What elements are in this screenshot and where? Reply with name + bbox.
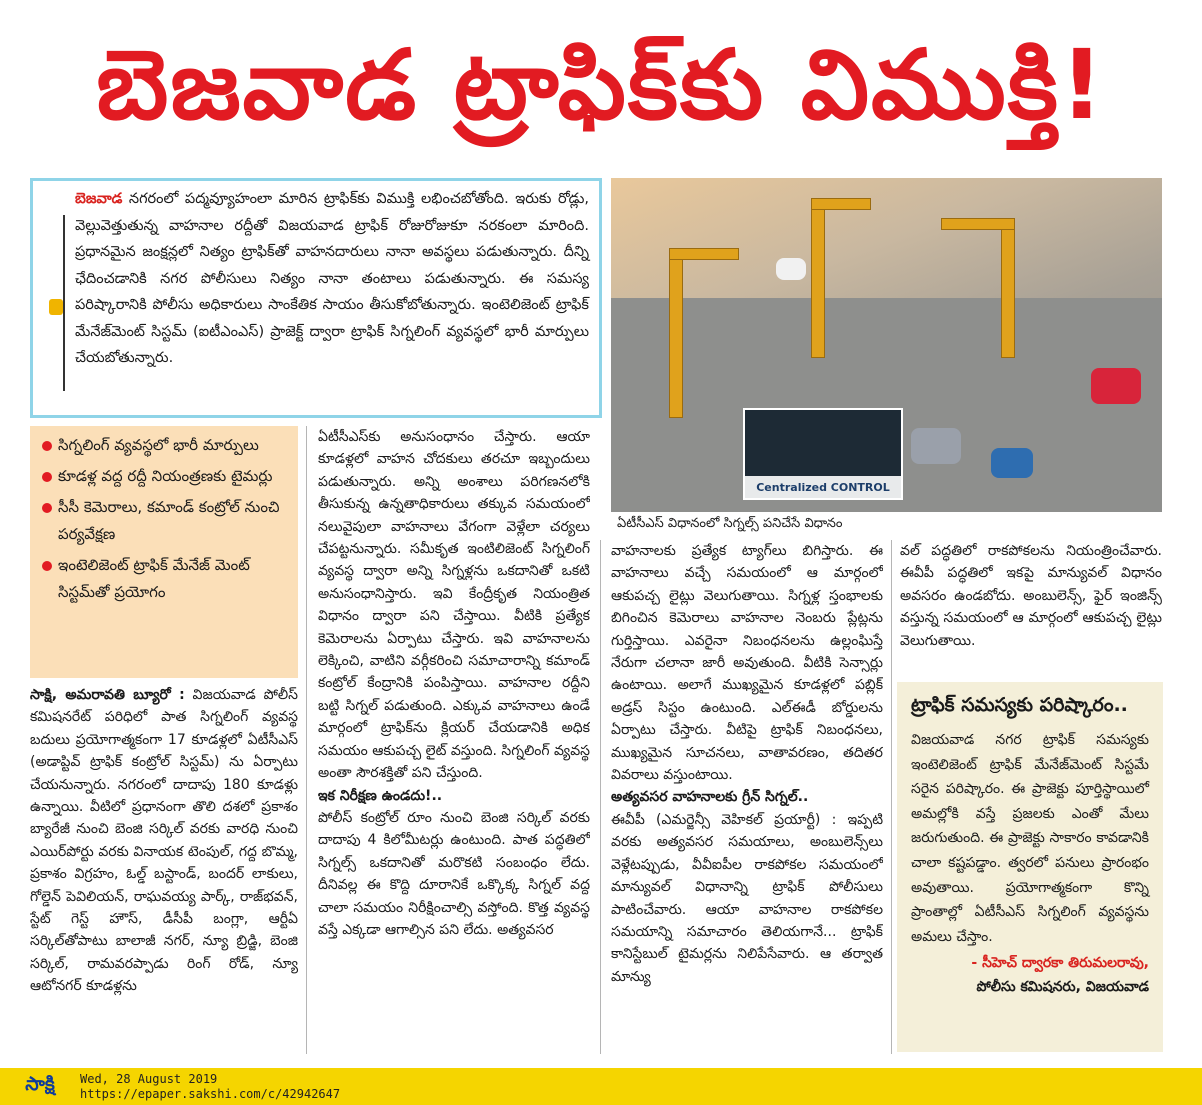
col3-p2: ఈవీపీ (ఎమర్జెన్సీ వెహికల్ ప్రయార్టీ) : ఇప్పటి వరకు అత్యవసర సమయాలు, అంబులెన్స్‌లు వెళ్లేటప్పుడు, వీవీఐపీల రాకపోకల సమయంలో మాన్యువల్ విధానాన్ని ట్రాఫిక్ పోలీసులు పాటించేవారు. ఆయా వాహనాల రాకపోకల సమయాన్ని సమాచారం తెలియగానే... ట్రాఫిక్ కానిస్టేబుల్ టైమర్లను నిలిపేసేవారు. ఆ తర్వాత మాన్యు — [611, 811, 883, 985]
car — [776, 258, 806, 280]
bullet-text: కూడళ్ల వద్ద రద్దీ నియంత్రణకు టైమర్లు — [58, 467, 273, 485]
quote-box-text: విజయవాడ నగర ట్రాఫిక్ సమస్యకు ఇంటెలిజెంట్ ట్రాఫిక్ మేనేజ్‌మెంట్ సిస్టమే సరైన పరిష్కారం. ఈ ప్రాజెక్టు పూర్తిస్థాయిలో అమల్లోకి వస్తే ప్రజలకు ఎంతో మేలు జరుగుతుంది. ఈ ప్రాజెక్టు సాకారం కావడానికి చాలా కష్టపడ్డాం. త్వరలో పనులు ప్రారంభం అవుతాయి. ప్రయోగాత్మకంగా కొన్ని ప్రాంతాల్లో ఏటీసీఎస్ సిగ్నలింగ్ వ్యవస్థను అమలు చేస్తాం. — [911, 732, 1149, 945]
control-room-inset — [743, 408, 903, 500]
footer-url[interactable]: https://epaper.sakshi.com/c/42942647 — [80, 1086, 341, 1101]
column-2 — [318, 426, 590, 1056]
photo-caption: ఏటీసీఎస్ విధానంలో సిగ్నల్స్ పనిచేసే విధానం — [617, 516, 843, 531]
signal-pole — [1001, 218, 1015, 358]
car — [1091, 368, 1141, 404]
bullet-dot-icon — [42, 472, 52, 482]
headline: బెజవాడ ట్రాఫిక్‌కు విముక్తి! — [96, 29, 1106, 141]
col3-subhead: అత్యవసర వాహనాలకు గ్రీన్ సిగ్నల్.. — [611, 789, 809, 806]
column-divider — [306, 426, 307, 1054]
column-3 — [611, 540, 883, 1056]
quote-name: - సీహెచ్ ద్వారకా తిరుమలరావు, — [971, 955, 1149, 972]
quote-box-title: ట్రాఫిక్ సమస్యకు పరిష్కారం.. — [911, 694, 1128, 716]
signal-arm — [811, 198, 871, 210]
bullet-text: ఇంటెలిజెంట్ ట్రాఫిక్ మేనేజ్ మెంట్ సిస్టమ్‌తో ప్రయోగం — [58, 556, 250, 601]
bullet-dot-icon — [42, 441, 52, 451]
intro-box — [30, 178, 602, 418]
inset-label: Centralized CONTROL — [745, 476, 901, 498]
bullet-item — [42, 432, 288, 459]
col2-p1: ఏటీసీఎస్‌కు అనుసంధానం చేస్తారు. ఆయా కూడళ్లలో వాహన చోదకులు తరచూ ఇబ్బందులు పడుతున్నారు. అన్ని అంశాలు పరిగణనలోకి తీసుకున్న ఉన్నతాధికారులు తక్కువ సమయంలో నలువైపులా వాహనాలు వేగంగా వెళ్లేలా చర్యలు చేపట్టనున్నారు. సమీకృత ఇంటిలిజెంట్ సిగ్నలింగ్ వ్యవస్థ ద్వారా అన్ని సిగ్నళ్లను ఒకదానితో ఒకటి అనుసంధానిస్తారు. ఇవి కేంద్రీకృత నియంత్రిత విధానం ద్వారా పని చేస్తాయి. వీటికి ప్రత్యేక కెమెరాలను ఏర్పాటు చేస్తారు. ఇవి వాహనాలను లెక్కించి, వాటిని వర్గీకరించి సమాచారాన్ని కమాండ్ కంట్రోల్ కేంద్రానికి పంపిస్తాయి. వాహనాల రద్దీని బట్టి సిగ్నల్ పడుతుంది. ఎక్కువ వాహనాలు ఉండే మార్గంలో ట్రాఫిక్‌ను క్లియర్ చేయడానికి అధిక సమయం ఆకుపచ్చ లైట్ వస్తుంది. సిగ్నలింగ్ వ్యవస్థ అంతా సౌరశక్తితో పని చేస్తుంది. — [318, 429, 590, 782]
sakshi-logo[interactable]: సాక్షి — [25, 1073, 55, 1095]
car — [991, 448, 1033, 478]
footer-meta — [80, 1072, 340, 1102]
bullet-box — [30, 426, 298, 678]
bullet-item — [42, 494, 288, 548]
bullet-dot-icon — [42, 561, 52, 571]
dateline: సాక్షి, అమరావతి బ్యూరో : — [30, 687, 185, 703]
col2-subhead: ఇక నిరీక్షణ ఉండదు!.. — [318, 787, 443, 804]
bullet-dot-icon — [42, 503, 52, 513]
col1-text: విజయవాడ పోలీస్ కమిషనరేట్ పరిధిలో పాత సిగ్నలింగ్ వ్యవస్థ బదులు ప్రయోగాత్మకంగా 17 కూడళ్లలో ఏటీసీఎస్ (అడాప్టివ్ ట్రాఫిక్ కంట్రోల్ సిస్టమ్) ను ఏర్పాటు చేయనున్నారు. నగరంలో దాదాపు 180 కూడళ్లు ఉన్నాయి. వీటిలో ప్రధానంగా తొలి దశలో ప్రకాశం బ్యారేజీ నుంచి బెంజి సర్కిల్ వరకు వారధి నుంచి ఎయిర్‌పోర్టు వరకు వినాయక టెంపుల్, గద్ద బొమ్మ, ప్రకాశం విగ్రహం, ఓల్డ్ బస్టాండ్, బందర్ లాకులు, గోల్డెన్ పెవిలియన్, రాఘవయ్య పార్క్, రాజ్‌భవన్, స్టేట్ గెస్ట్ హౌస్, డీసీపీ బంగ్లా, ఆర్టీఏ సర్కిల్‌తోపాటు బాలాజీ నగర్, న్యూ బ్రిడ్జి, బెంజి సర్కిల్, రామవరప్పాడు రింగ్ రోడ్, న్యూ ఆటోనగర్ కూడళ్లను — [30, 687, 298, 995]
traffic-photo — [611, 178, 1162, 512]
column-1 — [30, 684, 298, 1056]
col2-p2: పోలీస్ కంట్రోల్ రూం నుంచి బెంజి సర్కిల్ వరకు దాదాపు 4 కిలోమీటర్లు ఉంటుంది. పాత పద్ధతిలో సిగ్నల్స్ ఒకదానితో మరొకటి సంబంధం లేదు. దీనివల్ల ఈ కొద్ది దూరానికే ఒక్కొక్క సిగ్నల్ వద్ద చాలా సమయం నిరీక్షించాల్సి వస్తోంది. కొత్త వ్యవస్థ వస్తే ఎక్కడా ఆగాల్సిన పని లేదు. అత్యవసర — [318, 809, 590, 938]
quote-role: పోలీసు కమిషనరు, విజయవాడ — [976, 979, 1149, 996]
quote-box — [897, 682, 1163, 1052]
signal-arm — [669, 248, 739, 260]
intro-lead: బెజవాడ — [75, 191, 123, 207]
bullet-item — [42, 552, 288, 606]
car — [911, 428, 961, 464]
intro-rule — [63, 215, 65, 391]
column-divider — [891, 540, 892, 1054]
signal-pole — [811, 198, 825, 358]
signal-pole — [669, 248, 683, 418]
bullet-text: సీసీ కెమెరాలు, కమాండ్ కంట్రోల్ నుంచి పర్యవేక్షణ — [58, 498, 280, 543]
signal-arm — [941, 218, 1015, 230]
bullet-text: సిగ్నలింగ్ వ్యవస్థలో భారీ మార్పులు — [58, 436, 259, 454]
column-4 — [900, 540, 1162, 676]
footer-bar — [0, 1068, 1202, 1105]
col4-text: వల్ పద్ధతిలో రాకపోకలను నియంత్రించేవారు. ఈవీపీ పద్ధతిలో ఇకపై మాన్యువల్ విధానం అవసరం ఉండబోదు. అంబులెన్స్, ఫైర్ ఇంజిన్స్ వస్తున్న సమయంలో ఆ మార్గంలో ఆకుపచ్చ లైట్లు వెలుగుతాయి. — [900, 543, 1162, 649]
intro-text: నగరంలో పద్మవ్యూహంలా మారిన ట్రాఫిక్‌కు విముక్తి లభించబోతోంది. ఇరుకు రోడ్లు, వెల్లువెత్తుతున్న వాహనాల రద్దీతో విజయవాడ ట్రాఫిక్ రోజురోజుకూ నరకంలా మారింది. ప్రధానమైన జంక్షన్లలో నిత్యం ట్రాఫిక్‌తో వాహనదారులు నానా అవస్థలు పడుతున్నారు. దీన్ని ఛేదించడానికి నగర పోలీసులు నిత్యం నానా తంటాలు పడుతున్నారు. ఈ సమస్య పరిష్కారానికి పోలీసు అధికారులు సాంకేతిక సాయం తీసుకోబోతున్నారు. ఇంటెలిజెంట్ ట్రాఫిక్ మేనేజ్‌మెంట్ సిస్టమ్ (ఐటీఎంఎస్) ప్రాజెక్ట్ ద్వారా ట్రాఫిక్ సిగ్నలింగ్ వ్యవస్థలో భారీ మార్పులు చేయబోతున్నారు. — [75, 191, 589, 366]
lock-icon — [49, 299, 63, 315]
quote-attribution — [897, 949, 1163, 999]
col3-p1: వాహనాలకు ప్రత్యేక ట్యాగ్‌లు బిగిస్తారు. ఈ వాహనాలు వచ్చే సమయంలో ఆ మార్గంలో ఆకుపచ్చ లైట్లు వెలుగుతాయి. సిగ్నళ్ల స్తంభాలకు బిగించిన కెమెరాలు వాహనాల నెంబరు ప్లేట్లను గుర్తిస్తాయి. ఎవరైనా నిబంధనలను ఉల్లంఘిస్తే నేరుగా చలానా జారీ అవుతుంది. వీటికి సెన్సార్లు ఉంటాయి. అలాగే ముఖ్యమైన కూడళ్లలో పబ్లిక్ అడ్రస్ సిస్టం ఉంటుంది. ఎల్‌ఈడీ బోర్డులను ఏర్పాటు చేస్తారు. వీటిపై ట్రాఫిక్ నిబంధనలు, ముఖ్యమైన సూచనలు, వాతావరణం, తదితర వివరాలు వస్తుంటాయి. — [611, 543, 883, 784]
footer-date: Wed, 28 August 2019 — [80, 1071, 218, 1086]
column-divider — [600, 540, 601, 1054]
bullet-item — [42, 463, 288, 490]
